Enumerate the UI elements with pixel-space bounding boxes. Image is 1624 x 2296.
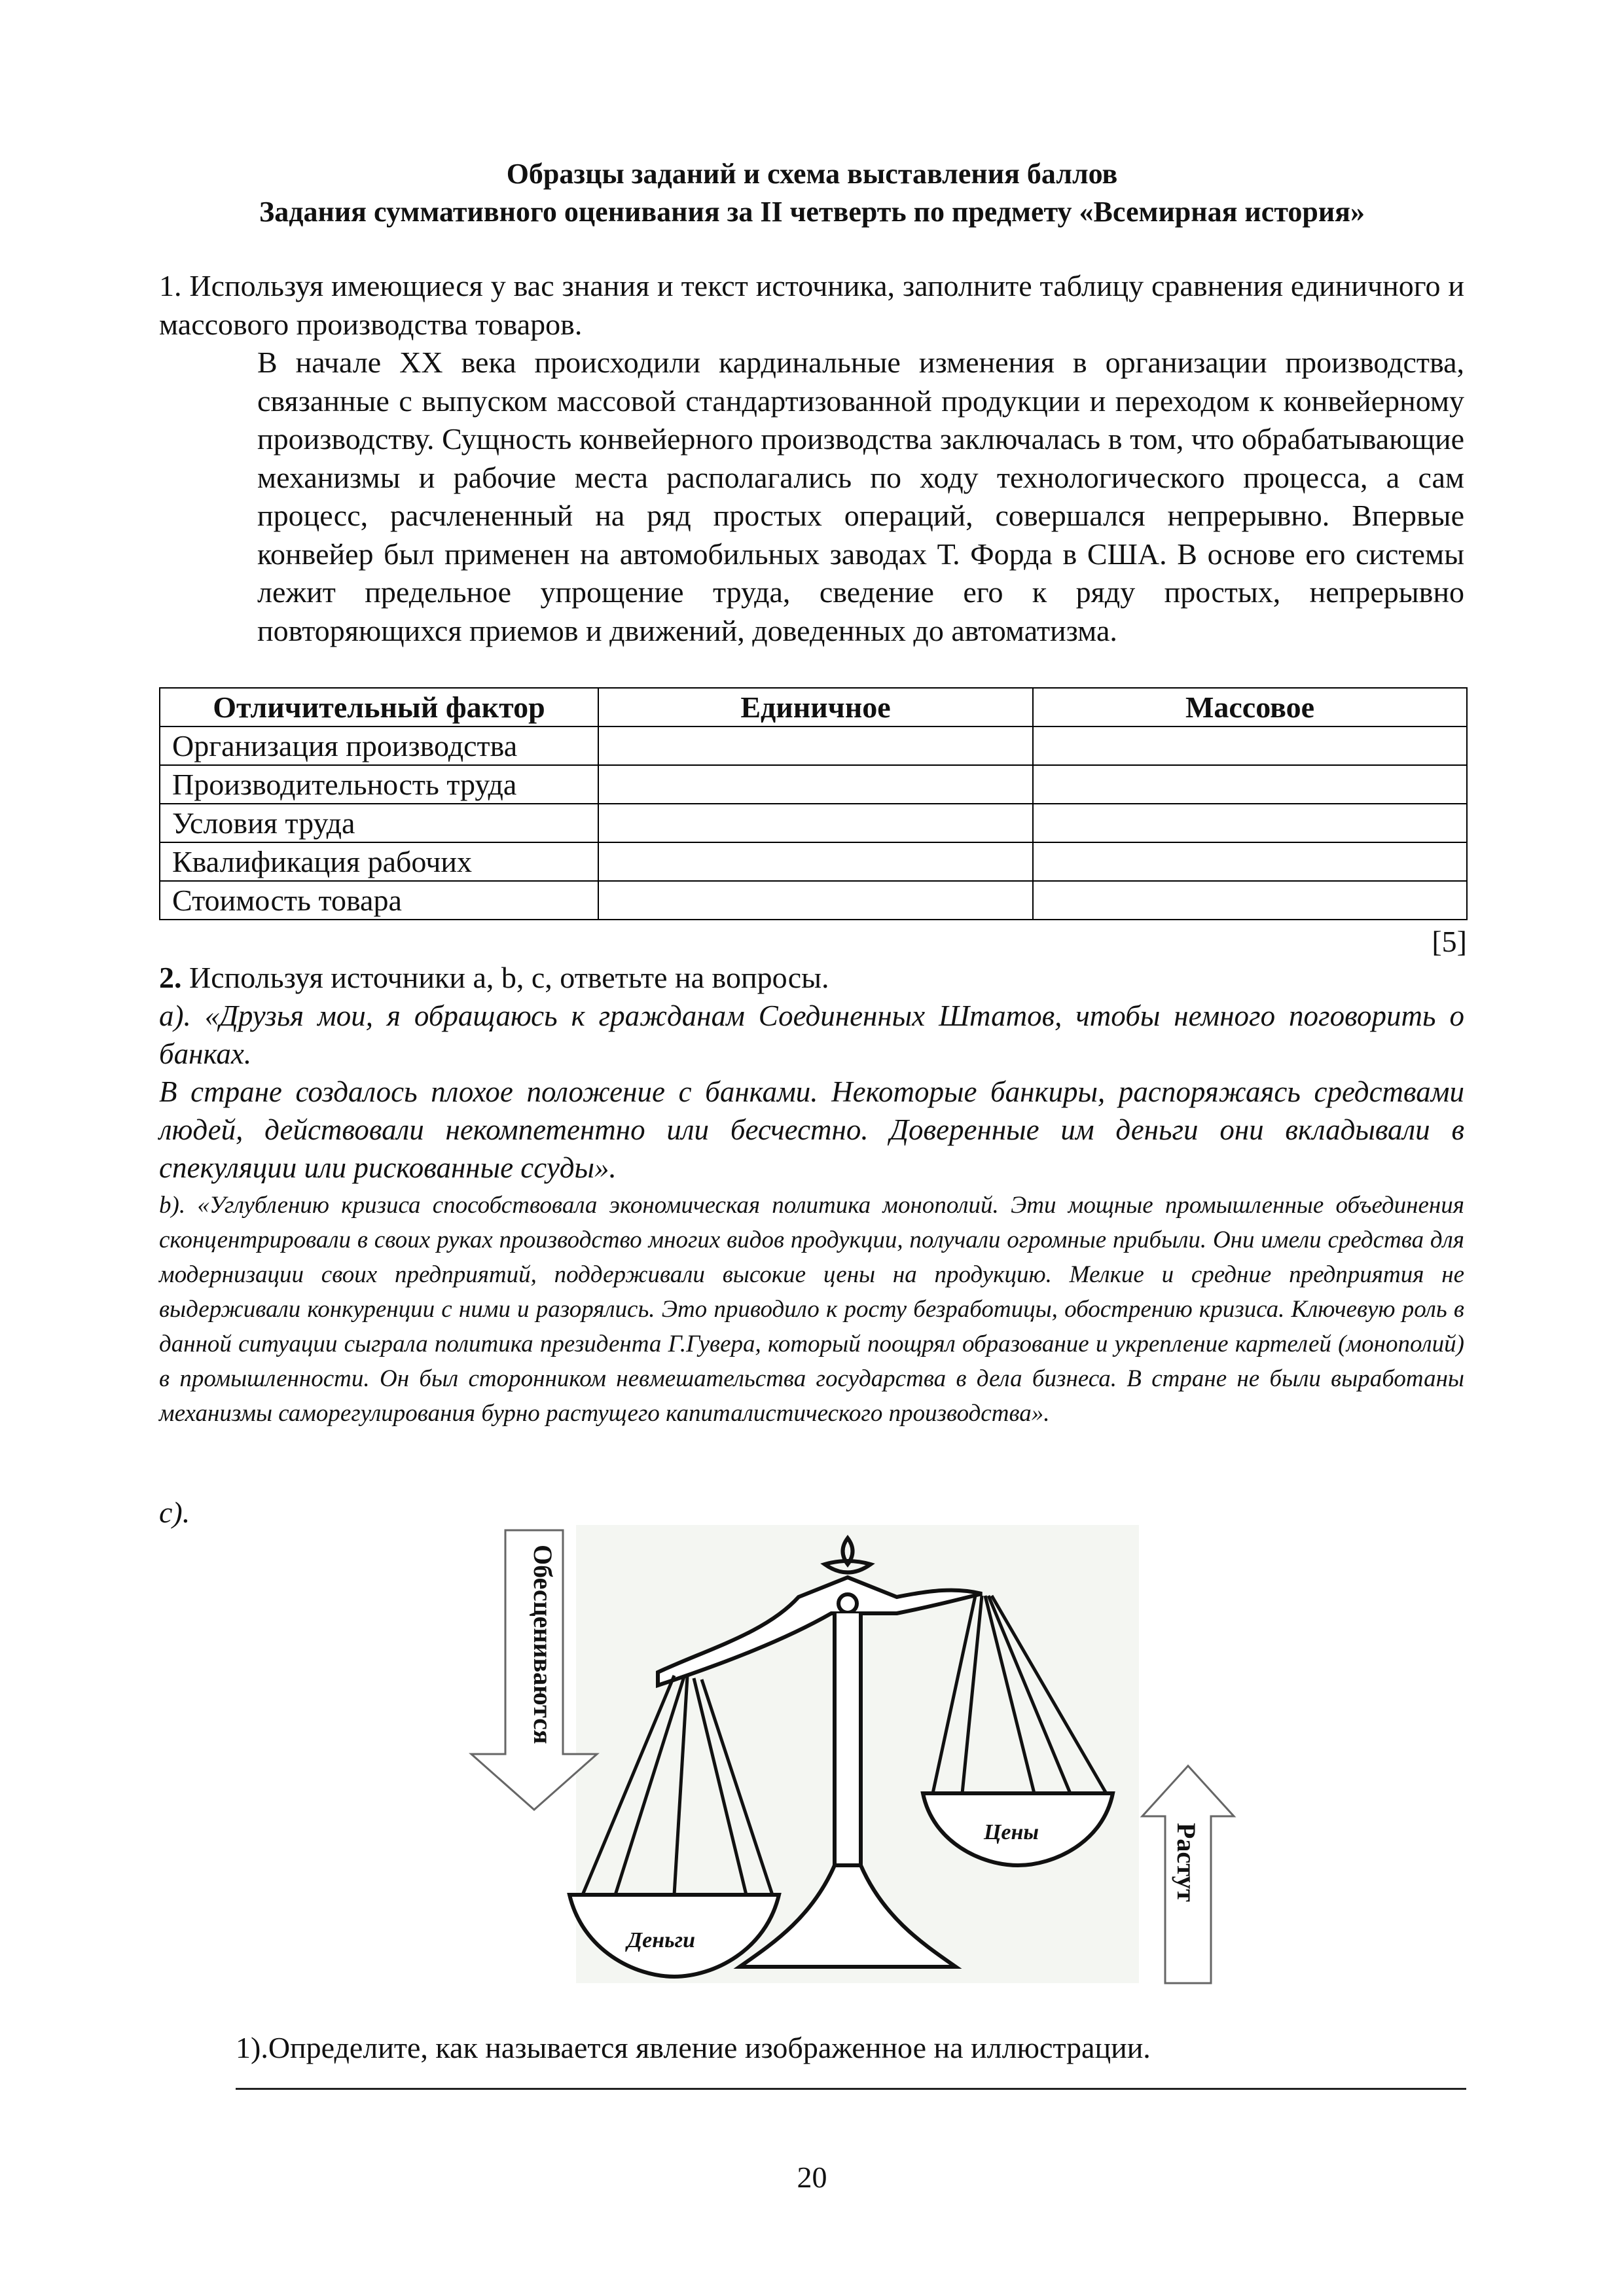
source-c-label: c). [159, 1496, 190, 1529]
source-a-paragraph-1 [159, 997, 1464, 1073]
source-a-label: а). [159, 999, 191, 1032]
question-1: 1).Определите, как называется явление изображенное на иллюстрации. [236, 2031, 1151, 2064]
table-cell-single[interactable] [598, 881, 1033, 920]
table-header-single: Единичное [598, 688, 1033, 726]
source-a-text-1: «Друзья мои, я обращаюсь к гражданам Соединенных Штатов, чтобы немного поговорить о банках. [159, 999, 1464, 1070]
answer-line[interactable] [236, 2088, 1466, 2090]
table-row [160, 726, 1467, 765]
page-number: 20 [797, 2161, 827, 2194]
table-cell-mass[interactable] [1033, 804, 1467, 842]
scale-pillar [835, 1613, 861, 1865]
table-row-factor: Квалификация рабочих [160, 842, 598, 881]
task2-number: 2. [159, 961, 182, 994]
table-row [160, 881, 1467, 920]
comparison-table [159, 687, 1468, 920]
table-cell-single[interactable] [598, 804, 1033, 842]
task2-prompt [159, 959, 829, 997]
table-row-factor: Производительность труда [160, 765, 598, 804]
table-cell-mass[interactable] [1033, 881, 1467, 920]
table-cell-single[interactable] [598, 842, 1033, 881]
beam-pivot [839, 1594, 857, 1613]
source-b-label: b). [159, 1192, 186, 1219]
table-row-factor: Стоимость товара [160, 881, 598, 920]
source-b-text: «Углублению кризиса способствовала экономическая политика монополий. Эти мощные промышленные объединения сконцентрировали в своих руках производство многих видов продукции, получали огромные прибыли. Они имели средства для модернизации своих предприятий, поддерживали высокие цены на продукцию. Мелкие и средние предприятия не выдерживали конкуренции с ними и разорялись. Это приводило к росту безработицы, обострению кризиса. Ключевую роль в данной ситуации сыграла политика президента Г.Гувера, который поощрял образование и укрепление картелей (монополий) в промышленности. Он был сторонником невмешательства государства в дела бизнеса. В стране не были выработаны механизмы саморегулирования бурно растущего капиталистического производства». [159, 1192, 1464, 1427]
table-header-row [160, 688, 1467, 726]
table-header-factor: Отличительный фактор [160, 688, 598, 726]
table-header-mass: Массовое [1033, 688, 1467, 726]
right-pan-label: Цены [983, 1820, 1039, 1844]
table-row [160, 842, 1467, 881]
task1-source-paragraph: В начале XX века происходили кардинальные изменения в организации производства, связанные с выпуском массовой стандартизованной продукции и переходом к конвейерному производству. Сущность конвейерного производства заключалась в том, что обрабатывающие механизмы и рабочие места располагались по ходу технологического процесса, а сам процесс, расчлененный на ряд простых операций, совершался непрерывно. Впервые конвейер был применен на автомобильных заводах Т. Форда в США. В основе его системы лежит предельное упрощение труда, сведение его к ряду простых, непрерывно повторяющихся приемов и движений, доведенных до автоматизма. [257, 346, 1464, 647]
task1-prompt: 1. Используя имеющиеся у вас знания и текст источника, заполните таблицу сравнения единичного и массового производства товаров. [159, 269, 1464, 341]
table-row [160, 804, 1467, 842]
task1-score: [5] [1432, 925, 1467, 958]
source-b [159, 1188, 1464, 1431]
table-cell-mass[interactable] [1033, 726, 1467, 765]
document-subtitle: Задания суммативного оценивания за II четверть по предмету «Всемирная история» [259, 196, 1365, 228]
table-cell-single[interactable] [598, 726, 1033, 765]
table-cell-single[interactable] [598, 765, 1033, 804]
right-arrow-label: Растут [1172, 1823, 1201, 1902]
table-cell-mass[interactable] [1033, 765, 1467, 804]
scales-illustration [458, 1525, 1244, 1996]
source-a [159, 997, 1464, 1187]
task2-prompt-text: Используя источники a, b, c, ответьте на вопросы. [181, 961, 829, 994]
left-arrow-label: Обесцениваются [528, 1545, 558, 1744]
task1-source-text [159, 344, 1464, 650]
left-pan-label: Деньги [626, 1928, 696, 1952]
document-title: Образцы заданий и схема выставления баллов [506, 158, 1118, 190]
table-row [160, 765, 1467, 804]
up-arrow-icon [1142, 1766, 1234, 1983]
source-a-text-2: В стране создалось плохое положение с банками. Некоторые банкиры, распоряжаясь средствами людей, действовали некомпетентно или бесчестно. Доверенные им деньги они вкладывали в спекуляции или рискованные ссуды». [159, 1075, 1464, 1184]
table-cell-mass[interactable] [1033, 842, 1467, 881]
table-row-factor: Условия труда [160, 804, 598, 842]
table-row-factor: Организация производства [160, 726, 598, 765]
